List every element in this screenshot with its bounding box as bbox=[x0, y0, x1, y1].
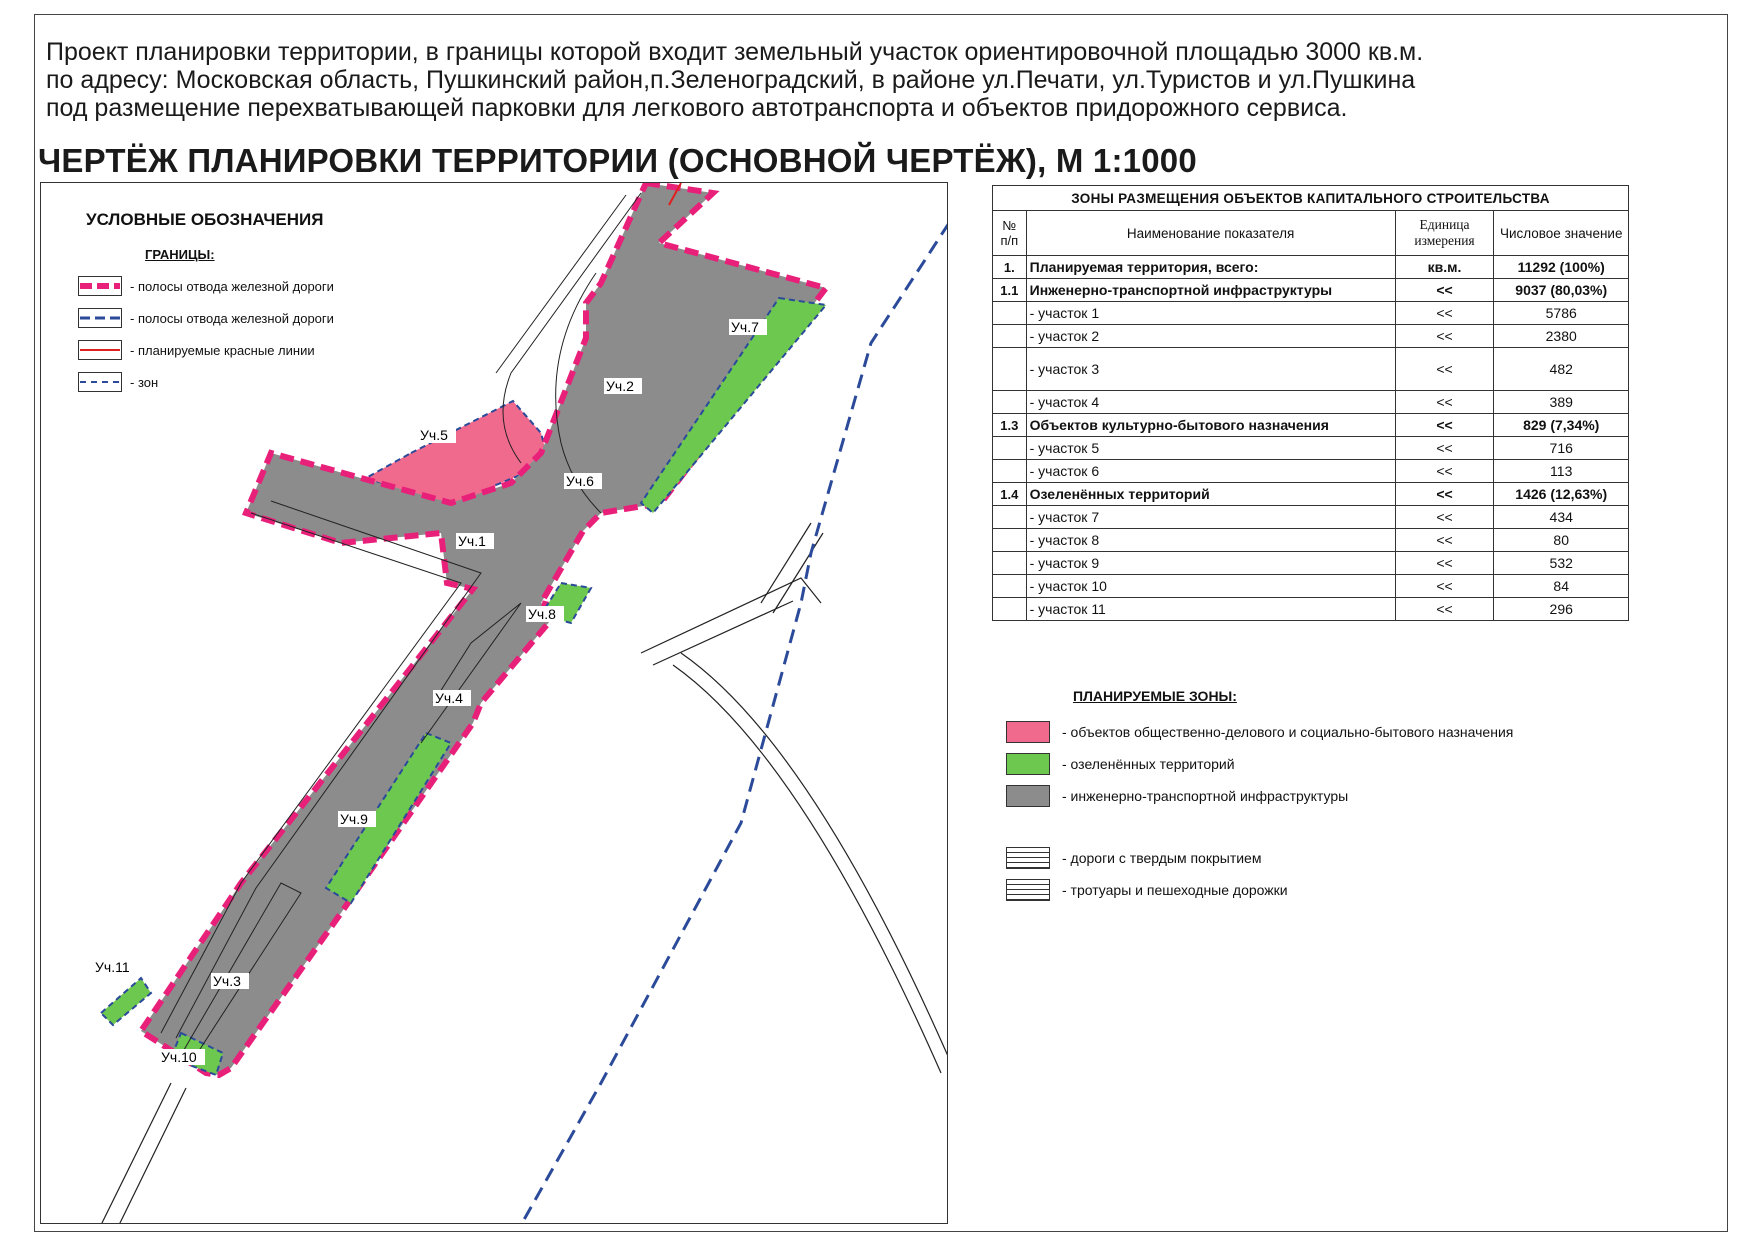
cell-value: 716 bbox=[1494, 437, 1629, 460]
cell-name: Инженерно-транспортной инфраструктуры bbox=[1026, 279, 1395, 302]
subtitle-line-2: по адресу: Московская область, Пушкинский район,п.Зеленоградский, в районе ул.Печати, ул.Туристов и ул.Пушкина bbox=[46, 66, 1416, 94]
cell-num bbox=[993, 460, 1027, 483]
cell-value: 296 bbox=[1494, 598, 1629, 621]
cell-num bbox=[993, 506, 1027, 529]
cell-value: 113 bbox=[1494, 460, 1629, 483]
subtitle-line-1: Проект планировки территории, в границы которой входит земельный участок ориентировочной площадью 3000 кв.м. bbox=[46, 38, 1424, 66]
cell-num bbox=[993, 325, 1027, 348]
legend-item-label: - планируемые красные линии bbox=[130, 342, 315, 358]
cell-value: 1426 (12,63%) bbox=[1494, 483, 1629, 506]
table-body bbox=[993, 256, 1629, 621]
plot-11-zone bbox=[101, 978, 151, 1025]
cell-value: 84 bbox=[1494, 575, 1629, 598]
table-row bbox=[993, 414, 1629, 437]
plot-label-9: Уч.9 bbox=[340, 811, 368, 827]
planned-zone-green bbox=[1006, 752, 1235, 776]
cell-num bbox=[993, 391, 1027, 414]
plot-label-10: Уч.10 bbox=[161, 1049, 197, 1065]
plot-label-1: Уч.1 bbox=[458, 533, 486, 549]
legend-title: УСЛОВНЫЕ ОБОЗНАЧЕНИЯ bbox=[86, 210, 324, 229]
boundaries-label: ГРАНИЦЫ: bbox=[145, 247, 215, 262]
cell-value: 11292 (100%) bbox=[1494, 256, 1629, 279]
legend-item-red-line bbox=[78, 340, 315, 360]
cell-num bbox=[993, 348, 1027, 391]
cell-value: 80 bbox=[1494, 529, 1629, 552]
cell-unit: << bbox=[1395, 460, 1494, 483]
legend-item-label: - зон bbox=[130, 374, 159, 390]
planned-zone-label: - инженерно-транспортной инфраструктуры bbox=[1062, 788, 1349, 804]
cell-value: 5786 bbox=[1494, 302, 1629, 325]
zones-table bbox=[992, 185, 1629, 621]
cell-unit: << bbox=[1395, 348, 1494, 391]
legend-item-label: - полосы отвода железной дороги bbox=[130, 310, 334, 326]
cell-num bbox=[993, 437, 1027, 460]
plot-label-8: Уч.8 bbox=[528, 606, 556, 622]
cell-num: 1.4 bbox=[993, 483, 1027, 506]
table-row bbox=[993, 348, 1629, 391]
planned-zone-label: - озеленённых территорий bbox=[1062, 756, 1235, 772]
planned-zone-public bbox=[1006, 720, 1513, 744]
table-row bbox=[993, 437, 1629, 460]
legend-item-label: - полосы отвода железной дороги bbox=[130, 278, 334, 294]
cell-name: - участок 6 bbox=[1026, 460, 1395, 483]
plot-label-2: Уч.2 bbox=[606, 378, 634, 394]
subtitle-line-3: под размещение перехватывающей парковки для легкового автотранспорта и объектов придорожного сервиса. bbox=[46, 94, 1348, 122]
cell-unit: << bbox=[1395, 414, 1494, 437]
planned-zones-title: ПЛАНИРУЕМЫЕ ЗОНЫ: bbox=[1073, 688, 1237, 704]
cell-value: 434 bbox=[1494, 506, 1629, 529]
plot-label-6: Уч.6 bbox=[566, 473, 594, 489]
cell-unit: << bbox=[1395, 483, 1494, 506]
cell-num bbox=[993, 302, 1027, 325]
cell-unit: << bbox=[1395, 552, 1494, 575]
cell-value: 482 bbox=[1494, 348, 1629, 391]
cell-unit: << bbox=[1395, 279, 1494, 302]
table-row bbox=[993, 391, 1629, 414]
cell-unit: << bbox=[1395, 302, 1494, 325]
cell-unit: << bbox=[1395, 529, 1494, 552]
table-row bbox=[993, 325, 1629, 348]
cell-name: - участок 11 bbox=[1026, 598, 1395, 621]
cell-name: - участок 5 bbox=[1026, 437, 1395, 460]
table-row bbox=[993, 575, 1629, 598]
cell-num: 1.3 bbox=[993, 414, 1027, 437]
pink-dashed-line-icon bbox=[78, 276, 122, 296]
cell-num bbox=[993, 529, 1027, 552]
cell-unit: кв.м. bbox=[1395, 256, 1494, 279]
gray-swatch-icon bbox=[1006, 785, 1050, 807]
cell-unit: << bbox=[1395, 506, 1494, 529]
plot-label-3: Уч.3 bbox=[213, 973, 241, 989]
planned-zone-infra bbox=[1006, 784, 1348, 808]
cell-name: - участок 10 bbox=[1026, 575, 1395, 598]
cell-value: 9037 (80,03%) bbox=[1494, 279, 1629, 302]
red-line-icon bbox=[78, 340, 122, 360]
cell-unit: << bbox=[1395, 575, 1494, 598]
blue-dashed-line-icon bbox=[78, 308, 122, 328]
legend-item-pink-boundary bbox=[78, 276, 334, 296]
table-row bbox=[993, 279, 1629, 302]
plot-label-7: Уч.7 bbox=[731, 319, 759, 335]
drawing-title: ЧЕРТЁЖ ПЛАНИРОВКИ ТЕРРИТОРИИ (ОСНОВНОЙ ЧЕРТЁЖ), М 1:1000 bbox=[38, 142, 1197, 179]
col-num-header: № п/п bbox=[993, 211, 1027, 256]
cell-name: - участок 3 bbox=[1026, 348, 1395, 391]
cell-num bbox=[993, 575, 1027, 598]
planned-zone-roads bbox=[1006, 846, 1261, 870]
plot-label-5: Уч.5 bbox=[420, 427, 448, 443]
col-unit-header: Единица измерения bbox=[1395, 211, 1494, 256]
plot-label-11: Уч.11 bbox=[95, 959, 130, 975]
table-row bbox=[993, 302, 1629, 325]
hatch-swatch-icon bbox=[1006, 879, 1050, 901]
cell-unit: << bbox=[1395, 391, 1494, 414]
planned-zone-label: - объектов общественно-делового и социально-бытового назначения bbox=[1062, 724, 1514, 740]
hatch-swatch-icon bbox=[1006, 847, 1050, 869]
planned-zone-label: - дороги с твердым покрытием bbox=[1062, 850, 1262, 866]
map-panel bbox=[40, 182, 948, 1224]
cell-name: Озеленённых территорий bbox=[1026, 483, 1395, 506]
cell-value: 2380 bbox=[1494, 325, 1629, 348]
cell-name: - участок 7 bbox=[1026, 506, 1395, 529]
cell-value: 389 bbox=[1494, 391, 1629, 414]
cell-name: Объектов культурно-бытового назначения bbox=[1026, 414, 1395, 437]
cell-value: 532 bbox=[1494, 552, 1629, 575]
cell-num bbox=[993, 552, 1027, 575]
legend-item-zone-boundary bbox=[78, 372, 158, 392]
planned-zone-sidewalks bbox=[1006, 878, 1288, 902]
green-swatch-icon bbox=[1006, 753, 1050, 775]
pink-swatch-icon bbox=[1006, 721, 1050, 743]
cell-name: - участок 4 bbox=[1026, 391, 1395, 414]
cell-unit: << bbox=[1395, 325, 1494, 348]
project-description bbox=[46, 38, 1423, 122]
cell-value: 829 (7,34%) bbox=[1494, 414, 1629, 437]
col-value-header: Числовое значение bbox=[1494, 211, 1629, 256]
cell-name: - участок 9 bbox=[1026, 552, 1395, 575]
cell-num: 1. bbox=[993, 256, 1027, 279]
cell-name: - участок 2 bbox=[1026, 325, 1395, 348]
table-row bbox=[993, 460, 1629, 483]
cell-name: - участок 1 bbox=[1026, 302, 1395, 325]
planned-zone-label: - тротуары и пешеходные дорожки bbox=[1062, 882, 1288, 898]
blue-short-dashed-line-icon bbox=[78, 372, 122, 392]
plot-label-4: Уч.4 bbox=[435, 690, 463, 706]
table-row bbox=[993, 483, 1629, 506]
col-name-header: Наименование показателя bbox=[1026, 211, 1395, 256]
table-row bbox=[993, 529, 1629, 552]
cell-num: 1.1 bbox=[993, 279, 1027, 302]
cell-unit: << bbox=[1395, 598, 1494, 621]
table-row bbox=[993, 552, 1629, 575]
table-row bbox=[993, 506, 1629, 529]
table-title: ЗОНЫ РАЗМЕЩЕНИЯ ОБЪЕКТОВ КАПИТАЛЬНОГО СТРОИТЕЛЬСТВА bbox=[993, 186, 1629, 211]
table-row bbox=[993, 598, 1629, 621]
legend-item-blue-boundary bbox=[78, 308, 334, 328]
cell-name: Планируемая территория, всего: bbox=[1026, 256, 1395, 279]
table-row bbox=[993, 256, 1629, 279]
cell-num bbox=[993, 598, 1027, 621]
cell-name: - участок 8 bbox=[1026, 529, 1395, 552]
cell-unit: << bbox=[1395, 437, 1494, 460]
